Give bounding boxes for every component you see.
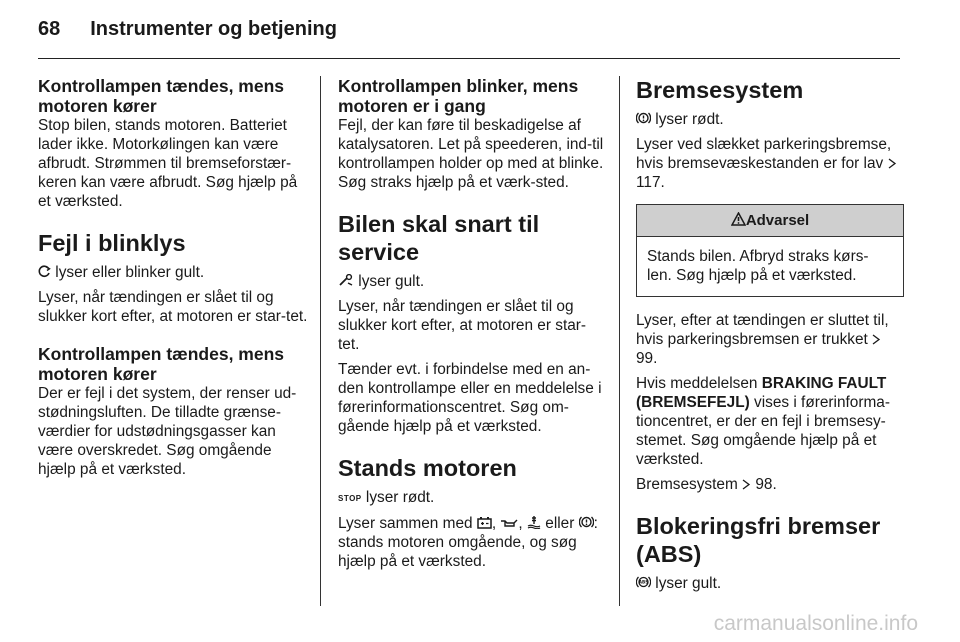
- brake-system-icon: [636, 111, 651, 128]
- abs-icon: [636, 575, 651, 592]
- section-heading: Stands motoren: [338, 455, 517, 481]
- section-heading: Blokeringsfri bremser (ABS): [636, 513, 881, 567]
- header-rule: [38, 58, 900, 59]
- page-reference[interactable]: 99.: [636, 350, 658, 367]
- oil-pressure-icon: [500, 516, 518, 532]
- paragraph: lyser gult.: [338, 272, 606, 291]
- paragraph: Tænder evt. i forbindelse med en an-den kontrollampe eller en meddelelse i førerinformationscentret. Søg om-gående hjælp på et værksted.: [338, 361, 602, 435]
- column-1: [38, 76, 308, 479]
- paragraph: Lyser sammen med , , eller : stands motoren omgående, og søg hjælp på et værksted.: [338, 515, 598, 570]
- paragraph: lyser eller blinker gult.: [38, 263, 308, 282]
- warning-triangle-icon: [731, 212, 746, 229]
- section-heading: Kontrollampen tændes, mens motoren kører: [38, 344, 285, 384]
- section-heading: Kontrollampen tændes, mens motoren kører: [38, 76, 285, 116]
- page-number: 68: [38, 18, 61, 40]
- paragraph: ABS lyser gult.: [636, 574, 904, 593]
- paragraph: Lyser, når tændingen er slået til og slukker kort efter, at motoren er star-tet.: [338, 298, 587, 353]
- coolant-temperature-icon: [527, 515, 541, 532]
- paragraph: Lyser ved slækket parkeringsbremse, hvis bremsevæskestanden er for lav 117.: [636, 135, 904, 192]
- warning-box: [636, 204, 904, 297]
- section-heading: Bilen skal snart til service: [338, 211, 540, 265]
- column-2: [338, 76, 606, 571]
- page-reference-arrow-icon: [888, 158, 897, 172]
- page-reference[interactable]: 117.: [636, 174, 665, 191]
- paragraph: Fejl, der kan føre til beskadigelse af katalysatoren. Let på speederen, ind-til kontrollampen holder op med at blinke. Søg straks hjælp på et værk-sted.: [338, 117, 604, 191]
- column-divider: [320, 76, 321, 606]
- paragraph: Der er fejl i det system, der renser ud-stødningsluften. De tilladte grænse-værdier for udstødningsgasser kan være overskredet. Søg omgående hjælp på et værksted.: [38, 385, 297, 478]
- watermark: carmanualsonline.info: [713, 612, 918, 635]
- message-text: BRAKING FAULT (BREMSEFEJL): [636, 375, 887, 411]
- paragraph: STOP lyser rødt.: [338, 489, 435, 506]
- paragraph: Lyser, efter at tændingen er sluttet til, hvis parkeringsbremsen er trukket 99.: [636, 312, 889, 367]
- warning-title: Advarsel: [745, 212, 810, 229]
- column-3: [636, 76, 904, 593]
- page-reference[interactable]: 98.: [755, 476, 777, 493]
- warning-text: Stands bilen. Afbryd straks kørs-len. Søg hjælp på et værksted.: [647, 248, 869, 284]
- section-heading: Kontrollampen blinker, mens motoren er i gang: [338, 76, 579, 116]
- brake-system-icon: [579, 515, 594, 532]
- page-reference-arrow-icon: [872, 334, 881, 348]
- svg-text:ABS: ABS: [638, 579, 649, 585]
- paragraph: Stop bilen, stands motoren. Batteriet lader ikke. Motorkølingen kan være afbrudt. Strømmen til bremseforstær-keren kan være afbrudt. Søg hjælp på et værksted.: [38, 117, 298, 210]
- paragraph: Hvis meddelelsen BRAKING FAULT (BREMSEFEJL) vises i førerinforma-tioncentret, er der en fejl i bremsesy-stemet. Søg omgående hjælp på et værksted.: [636, 375, 890, 468]
- paragraph: lyser rødt.: [636, 110, 904, 129]
- page-title: Instrumenter og betjening: [90, 18, 337, 40]
- paragraph: Bremsesystem 98.: [636, 476, 777, 493]
- section-heading: Fejl i blinklys: [38, 230, 186, 256]
- stop-icon: STOP: [338, 494, 362, 503]
- turn-signal-fault-icon: [38, 265, 51, 281]
- column-divider: [619, 76, 620, 606]
- warning-header: [637, 205, 903, 237]
- section-heading: Bremsesystem: [636, 77, 804, 103]
- page-reference-arrow-icon: [742, 479, 751, 493]
- service-wrench-icon: [338, 274, 354, 290]
- battery-icon: [477, 516, 492, 532]
- paragraph: Lyser, når tændingen er slået til og slukker kort efter, at motoren er star-tet.: [38, 289, 308, 325]
- page-header: [38, 18, 337, 48]
